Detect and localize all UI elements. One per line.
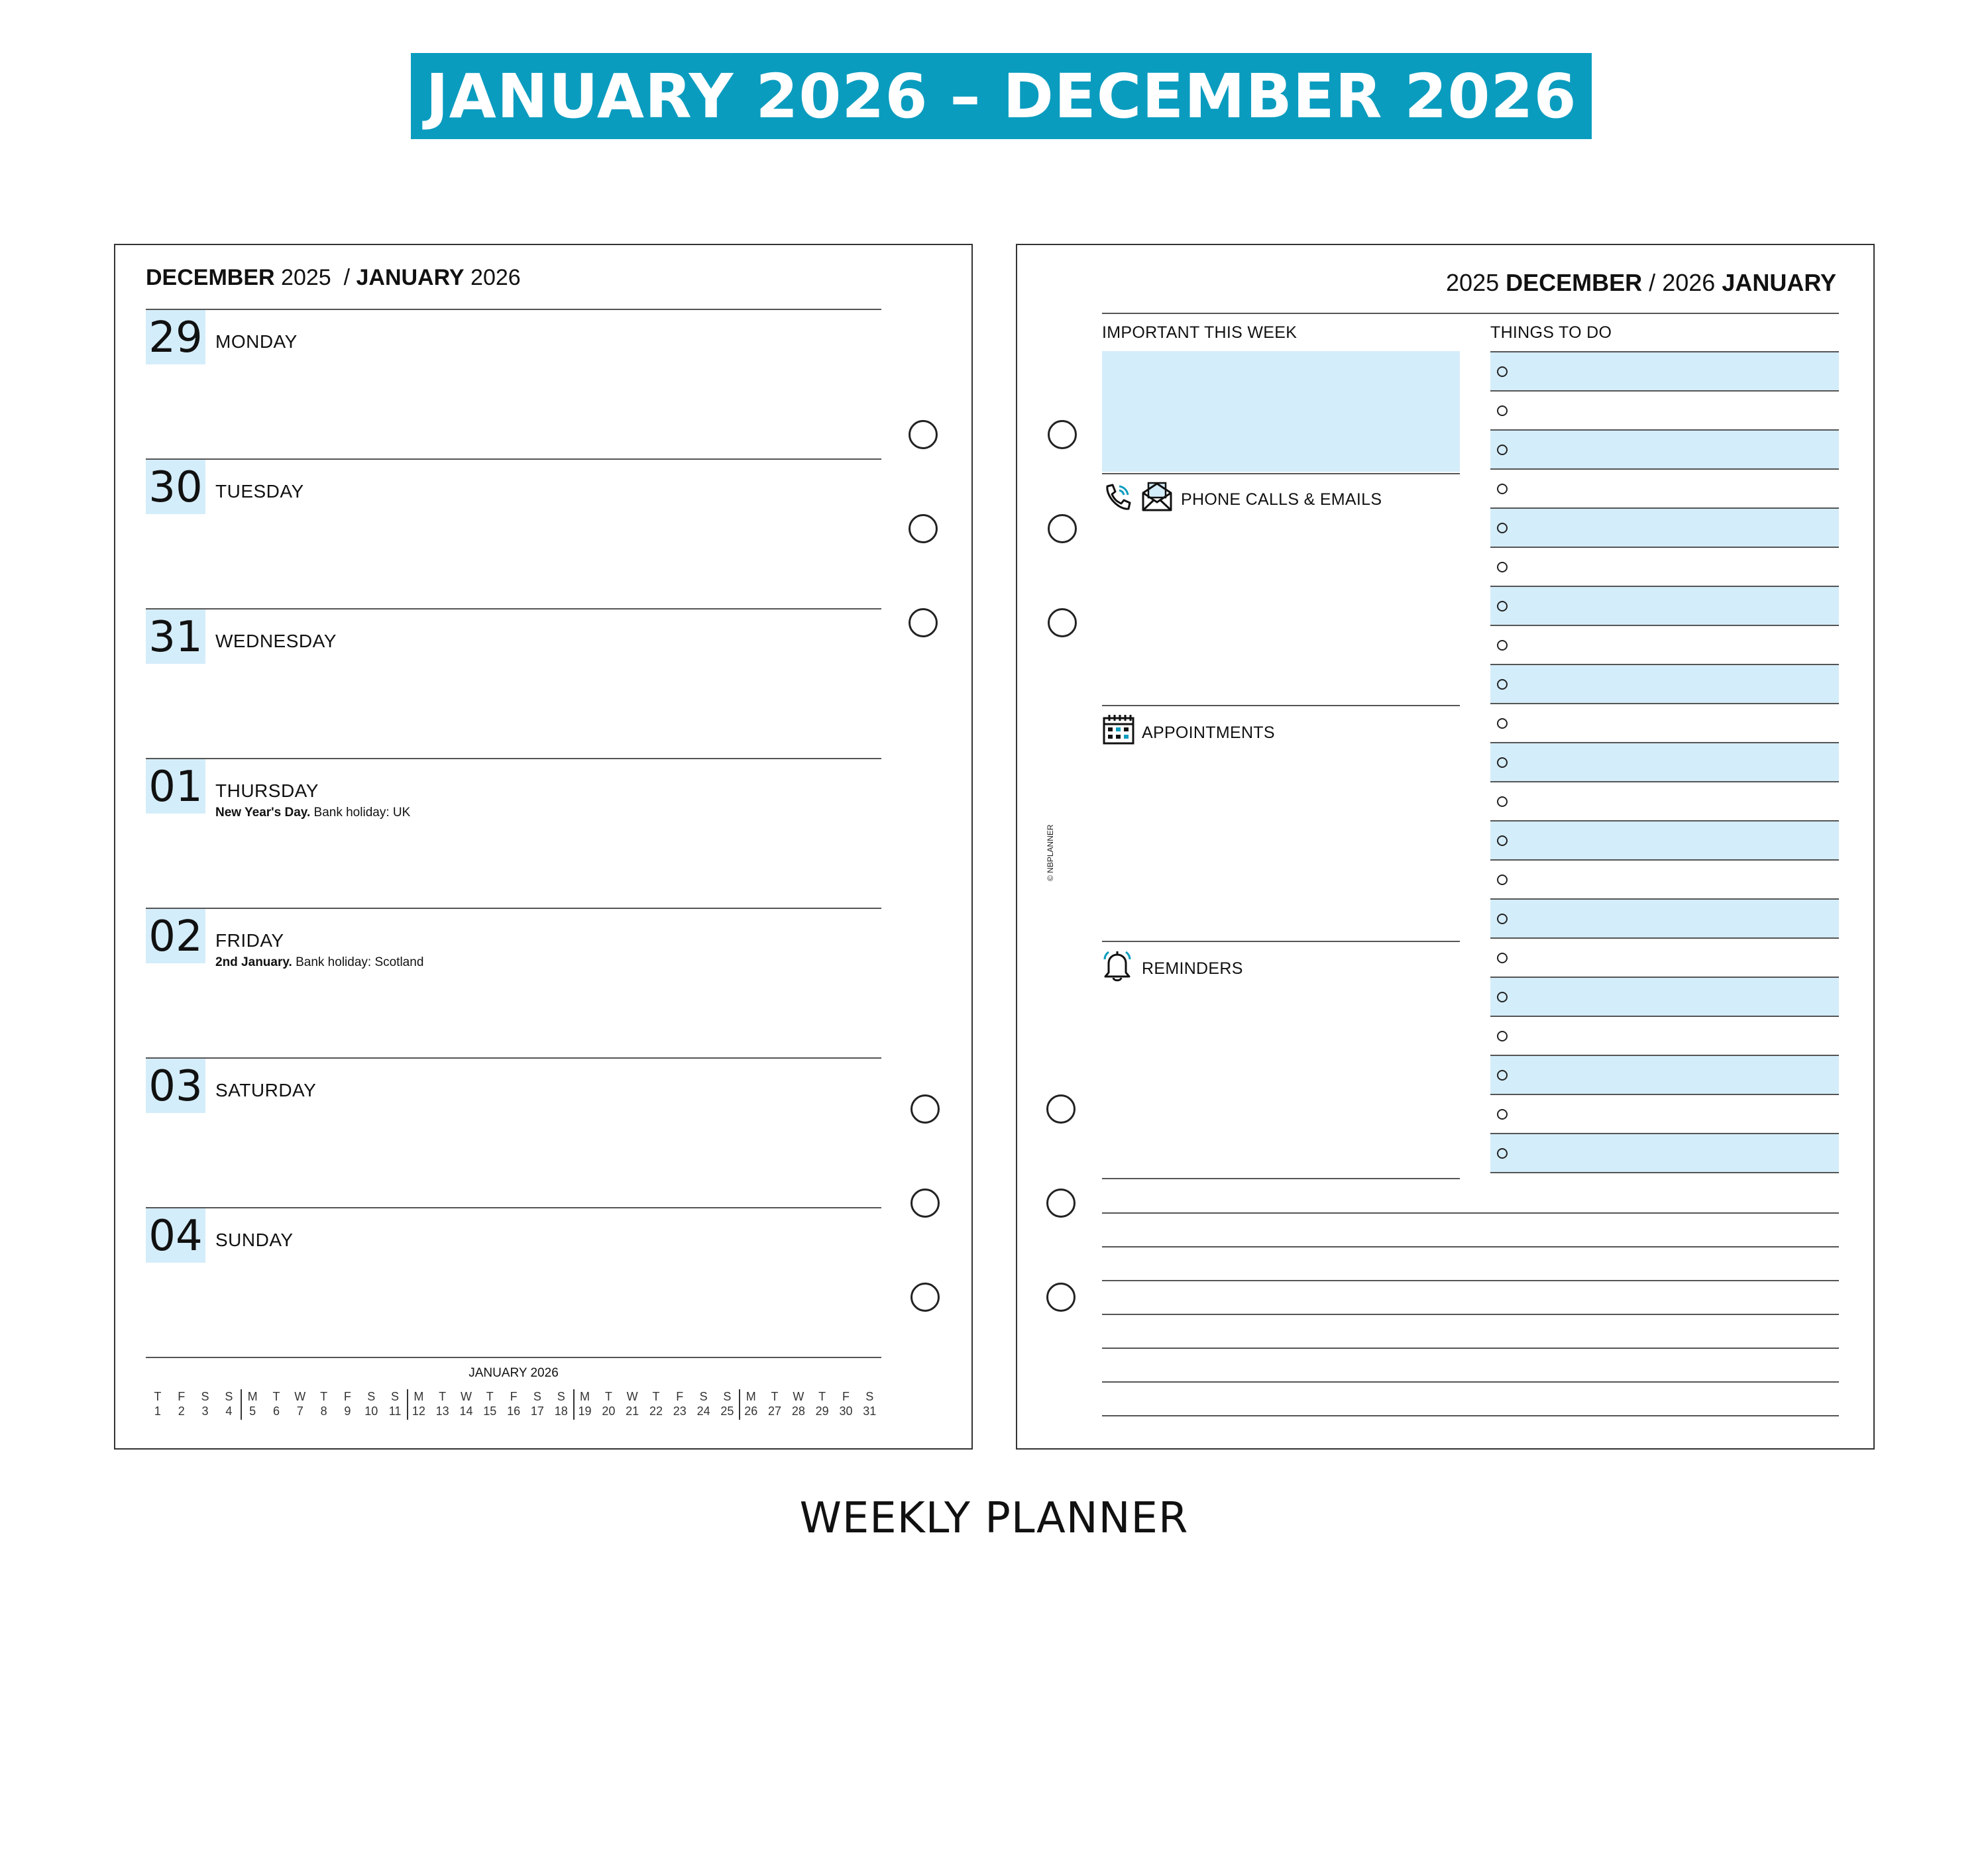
date-number: 6 [272, 1404, 280, 1418]
weekday-letter: S [391, 1390, 400, 1403]
holiday-name: New Year's Day. [215, 806, 311, 820]
calendar-icon [1102, 713, 1135, 746]
binder-hole [1048, 514, 1077, 543]
date-number: 23 [673, 1404, 687, 1418]
header-month-2: JANUARY [356, 265, 465, 290]
note-line[interactable] [1102, 1415, 1839, 1416]
header-separator: / [1649, 269, 1656, 296]
weekday-letter: F [343, 1390, 351, 1403]
weekday-letter: F [676, 1390, 684, 1403]
todo-checkbox[interactable] [1497, 718, 1508, 729]
binder-hole [1046, 1094, 1076, 1124]
todo-label: THINGS TO DO [1490, 323, 1612, 342]
day-number: 31 [146, 610, 205, 664]
date-number: 4 [225, 1404, 233, 1418]
day-number: 02 [146, 909, 205, 963]
todo-item[interactable] [1490, 1133, 1839, 1173]
mini-calendar-rule [146, 1357, 881, 1358]
day-name: FRIDAY [215, 930, 284, 951]
date-number: 19 [578, 1404, 592, 1418]
date-number: 11 [388, 1404, 402, 1418]
weekday-letter: T [604, 1390, 612, 1403]
mini-calendar-day [834, 1389, 858, 1422]
todo-item[interactable] [1490, 468, 1839, 507]
left-page-header [146, 265, 521, 291]
todo-item[interactable] [1490, 586, 1839, 625]
date-number: 18 [554, 1404, 568, 1418]
todo-checkbox[interactable] [1497, 679, 1508, 690]
mini-calendar-day [383, 1389, 407, 1422]
date-number: 14 [459, 1404, 473, 1418]
todo-item[interactable] [1490, 351, 1839, 390]
weekday-letter: S [557, 1390, 565, 1403]
date-number: 3 [201, 1404, 209, 1418]
appointments-label: APPOINTMENTS [1142, 723, 1275, 742]
holiday-note [215, 806, 410, 820]
todo-checkbox[interactable] [1497, 992, 1508, 1002]
date-number: 25 [720, 1404, 734, 1418]
important-label: IMPORTANT THIS WEEK [1102, 323, 1298, 342]
day-name: SATURDAY [215, 1080, 317, 1100]
todo-item[interactable] [1490, 429, 1839, 468]
date-number: 26 [744, 1404, 758, 1418]
header-year-2: 2026 [470, 265, 521, 290]
planner-year-banner: JANUARY 2026 – DECEMBER 2026 [411, 53, 1592, 139]
mini-calendar-day [810, 1389, 834, 1422]
mini-calendar-day [573, 1389, 597, 1422]
mini-calendar-day [716, 1389, 740, 1422]
todo-checkbox[interactable] [1497, 874, 1508, 885]
todo-checkbox[interactable] [1497, 562, 1508, 572]
header-year-2: 2026 [1662, 269, 1716, 296]
weekday-letter: M [580, 1390, 590, 1403]
binder-hole [1046, 1189, 1076, 1218]
weekday-letter: M [414, 1390, 424, 1403]
day-name: THURSDAY [215, 780, 319, 801]
mini-calendar-day [264, 1389, 288, 1422]
weekday-letter: T [818, 1390, 826, 1403]
mini-calendar-day [455, 1389, 478, 1422]
todo-item[interactable] [1490, 507, 1839, 547]
date-number: 28 [791, 1404, 805, 1418]
note-line[interactable] [1102, 1246, 1839, 1247]
mini-calendar-day [241, 1389, 264, 1422]
todo-item[interactable] [1490, 625, 1839, 664]
binder-hole [911, 1283, 940, 1312]
date-number: 24 [696, 1404, 710, 1418]
todo-checkbox[interactable] [1497, 1109, 1508, 1120]
planner-type-title: WEEKLY PLANNER [799, 1494, 1189, 1543]
todo-checkbox[interactable] [1497, 366, 1508, 377]
todo-checkbox[interactable] [1497, 796, 1508, 807]
reminders-label: REMINDERS [1142, 959, 1243, 978]
date-number: 12 [412, 1404, 425, 1418]
weekday-letter: S [533, 1390, 541, 1403]
date-number: 16 [507, 1404, 521, 1418]
weekday-letter: S [723, 1390, 732, 1403]
mini-calendar-day [692, 1389, 716, 1422]
mini-calendar-day [193, 1389, 217, 1422]
date-number: 27 [768, 1404, 782, 1418]
todo-checkbox[interactable] [1497, 601, 1508, 611]
mini-calendar-day [217, 1389, 241, 1422]
important-box[interactable] [1102, 351, 1460, 472]
weekday-letter: S [225, 1390, 233, 1403]
mini-calendar-day [525, 1389, 549, 1422]
section-rule [1102, 473, 1460, 474]
phone-icon [1102, 482, 1132, 513]
binder-hole [909, 608, 938, 637]
mini-calendar-day [596, 1389, 620, 1422]
note-line[interactable] [1102, 1314, 1839, 1315]
todo-item[interactable] [1490, 1094, 1839, 1133]
mini-calendar-day [739, 1389, 763, 1422]
todo-checkbox[interactable] [1497, 914, 1508, 924]
date-number: 2 [178, 1404, 185, 1418]
date-number: 8 [320, 1404, 327, 1418]
date-number: 7 [296, 1404, 304, 1418]
section-rule [1102, 705, 1460, 706]
weekday-letter: W [793, 1390, 804, 1403]
todo-item[interactable] [1490, 977, 1839, 1016]
todo-checkbox[interactable] [1497, 953, 1508, 963]
weekday-letter: W [460, 1390, 472, 1403]
weekday-letter: F [510, 1390, 518, 1403]
weekday-letter: T [154, 1390, 162, 1403]
header-month-2: JANUARY [1722, 269, 1836, 296]
day-name: TUESDAY [215, 481, 304, 502]
binder-hole [911, 1094, 940, 1124]
todo-item[interactable] [1490, 1055, 1839, 1094]
todo-checkbox[interactable] [1497, 1148, 1508, 1159]
todo-list [1490, 351, 1839, 1173]
mini-calendar-day [763, 1389, 787, 1422]
weekday-letter: F [842, 1390, 850, 1403]
mini-calendar-day [787, 1389, 810, 1422]
day-number: 04 [146, 1208, 205, 1263]
binder-hole [1048, 420, 1077, 449]
phone-calls-label: PHONE CALLS & EMAILS [1181, 490, 1382, 509]
todo-checkbox[interactable] [1497, 640, 1508, 651]
day-number: 03 [146, 1059, 205, 1113]
weekday-letter: F [178, 1390, 186, 1403]
date-number: 21 [626, 1404, 639, 1418]
date-number: 5 [249, 1404, 256, 1418]
weekday-letter: T [439, 1390, 447, 1403]
todo-checkbox[interactable] [1497, 484, 1508, 494]
todo-item[interactable] [1490, 859, 1839, 898]
weekday-letter: S [865, 1390, 874, 1403]
envelope-icon [1140, 481, 1174, 513]
bell-icon [1102, 949, 1132, 983]
holiday-note [215, 955, 423, 970]
binder-hole [1046, 1283, 1076, 1312]
date-number: 15 [483, 1404, 497, 1418]
weekday-letter: M [746, 1390, 756, 1403]
day-number: 29 [146, 310, 205, 364]
note-line[interactable] [1102, 1280, 1839, 1281]
holiday-detail: Bank holiday: Scotland [296, 955, 424, 969]
weekly-notes-page [1016, 244, 1875, 1450]
todo-checkbox[interactable] [1497, 1070, 1508, 1081]
weekday-letter: W [626, 1390, 638, 1403]
mini-calendar-title: JANUARY 2026 [469, 1366, 559, 1380]
date-number: 31 [863, 1404, 877, 1418]
mini-calendar-day [359, 1389, 383, 1422]
day-row[interactable] [146, 758, 881, 909]
day-row[interactable] [146, 458, 881, 610]
todo-item[interactable] [1490, 937, 1839, 977]
day-row[interactable] [146, 309, 881, 460]
todo-item[interactable] [1490, 820, 1839, 859]
mini-calendar-day [336, 1389, 360, 1422]
weekday-letter: T [272, 1390, 280, 1403]
day-row[interactable] [146, 608, 881, 759]
todo-item[interactable] [1490, 703, 1839, 742]
mini-calendar-day [620, 1389, 644, 1422]
day-row[interactable] [146, 1207, 881, 1358]
todo-checkbox[interactable] [1497, 757, 1508, 768]
copyright-notice: © NBPLANNER [1046, 824, 1055, 881]
todo-item[interactable] [1490, 664, 1839, 703]
header-month-1: DECEMBER [146, 265, 275, 290]
todo-checkbox[interactable] [1497, 405, 1508, 416]
todo-checkbox[interactable] [1497, 835, 1508, 846]
date-number: 13 [435, 1404, 449, 1418]
note-line[interactable] [1102, 1381, 1839, 1383]
note-line[interactable] [1102, 1212, 1839, 1214]
day-name: WEDNESDAY [215, 631, 337, 651]
day-name: MONDAY [215, 331, 298, 352]
header-rule [1102, 313, 1839, 314]
todo-item[interactable] [1490, 547, 1839, 586]
header-year-1: 2025 [1446, 269, 1500, 296]
weekday-letter: W [294, 1390, 306, 1403]
day-number: 30 [146, 460, 205, 514]
binder-hole [909, 420, 938, 449]
mini-calendar-day [857, 1389, 881, 1422]
mini-calendar-day [668, 1389, 692, 1422]
mini-calendar-day [478, 1389, 502, 1422]
weekday-letter: S [367, 1390, 376, 1403]
mini-calendar-day [312, 1389, 336, 1422]
todo-item[interactable] [1490, 390, 1839, 429]
todo-item[interactable] [1490, 781, 1839, 820]
todo-checkbox[interactable] [1497, 445, 1508, 455]
header-year-1: 2025 [281, 265, 331, 290]
day-name: SUNDAY [215, 1230, 294, 1250]
weekday-letter: T [320, 1390, 328, 1403]
section-rule [1102, 1178, 1460, 1179]
mini-calendar-day [288, 1389, 312, 1422]
day-row[interactable] [146, 1057, 881, 1208]
mini-calendar-day [407, 1389, 431, 1422]
header-separator: / [343, 265, 351, 290]
mini-calendar-day [549, 1389, 573, 1422]
date-number: 29 [815, 1404, 829, 1418]
date-number: 30 [839, 1404, 853, 1418]
date-number: 17 [530, 1404, 544, 1418]
weekday-letter: T [771, 1390, 779, 1403]
weekday-letter: S [201, 1390, 209, 1403]
date-number: 10 [364, 1404, 378, 1418]
date-number: 1 [154, 1404, 161, 1418]
binder-hole [911, 1189, 940, 1218]
section-rule [1102, 941, 1460, 942]
mini-calendar-day [644, 1389, 668, 1422]
binder-hole [1048, 608, 1077, 637]
holiday-name: 2nd January. [215, 955, 292, 969]
weekday-letter: T [486, 1390, 494, 1403]
note-line[interactable] [1102, 1348, 1839, 1349]
right-page-header [1446, 269, 1836, 297]
holiday-detail: Bank holiday: UK [313, 806, 411, 820]
mini-calendar-day [170, 1389, 193, 1422]
mini-calendar [146, 1389, 881, 1422]
binder-hole [909, 514, 938, 543]
todo-item[interactable] [1490, 898, 1839, 937]
mini-calendar-day [431, 1389, 455, 1422]
todo-item[interactable] [1490, 1016, 1839, 1055]
date-number: 9 [344, 1404, 351, 1418]
weekday-letter: M [247, 1390, 258, 1403]
todo-checkbox[interactable] [1497, 523, 1508, 533]
day-number: 01 [146, 759, 205, 814]
date-number: 22 [649, 1404, 663, 1418]
weekday-letter: T [652, 1390, 660, 1403]
todo-checkbox[interactable] [1497, 1031, 1508, 1041]
day-row[interactable] [146, 908, 881, 1059]
mini-calendar-day [502, 1389, 525, 1422]
mini-calendar-day [146, 1389, 170, 1422]
weekday-letter: S [699, 1390, 708, 1403]
todo-item[interactable] [1490, 742, 1839, 781]
date-number: 20 [602, 1404, 616, 1418]
header-month-1: DECEMBER [1506, 269, 1643, 296]
weekly-days-page [114, 244, 973, 1450]
